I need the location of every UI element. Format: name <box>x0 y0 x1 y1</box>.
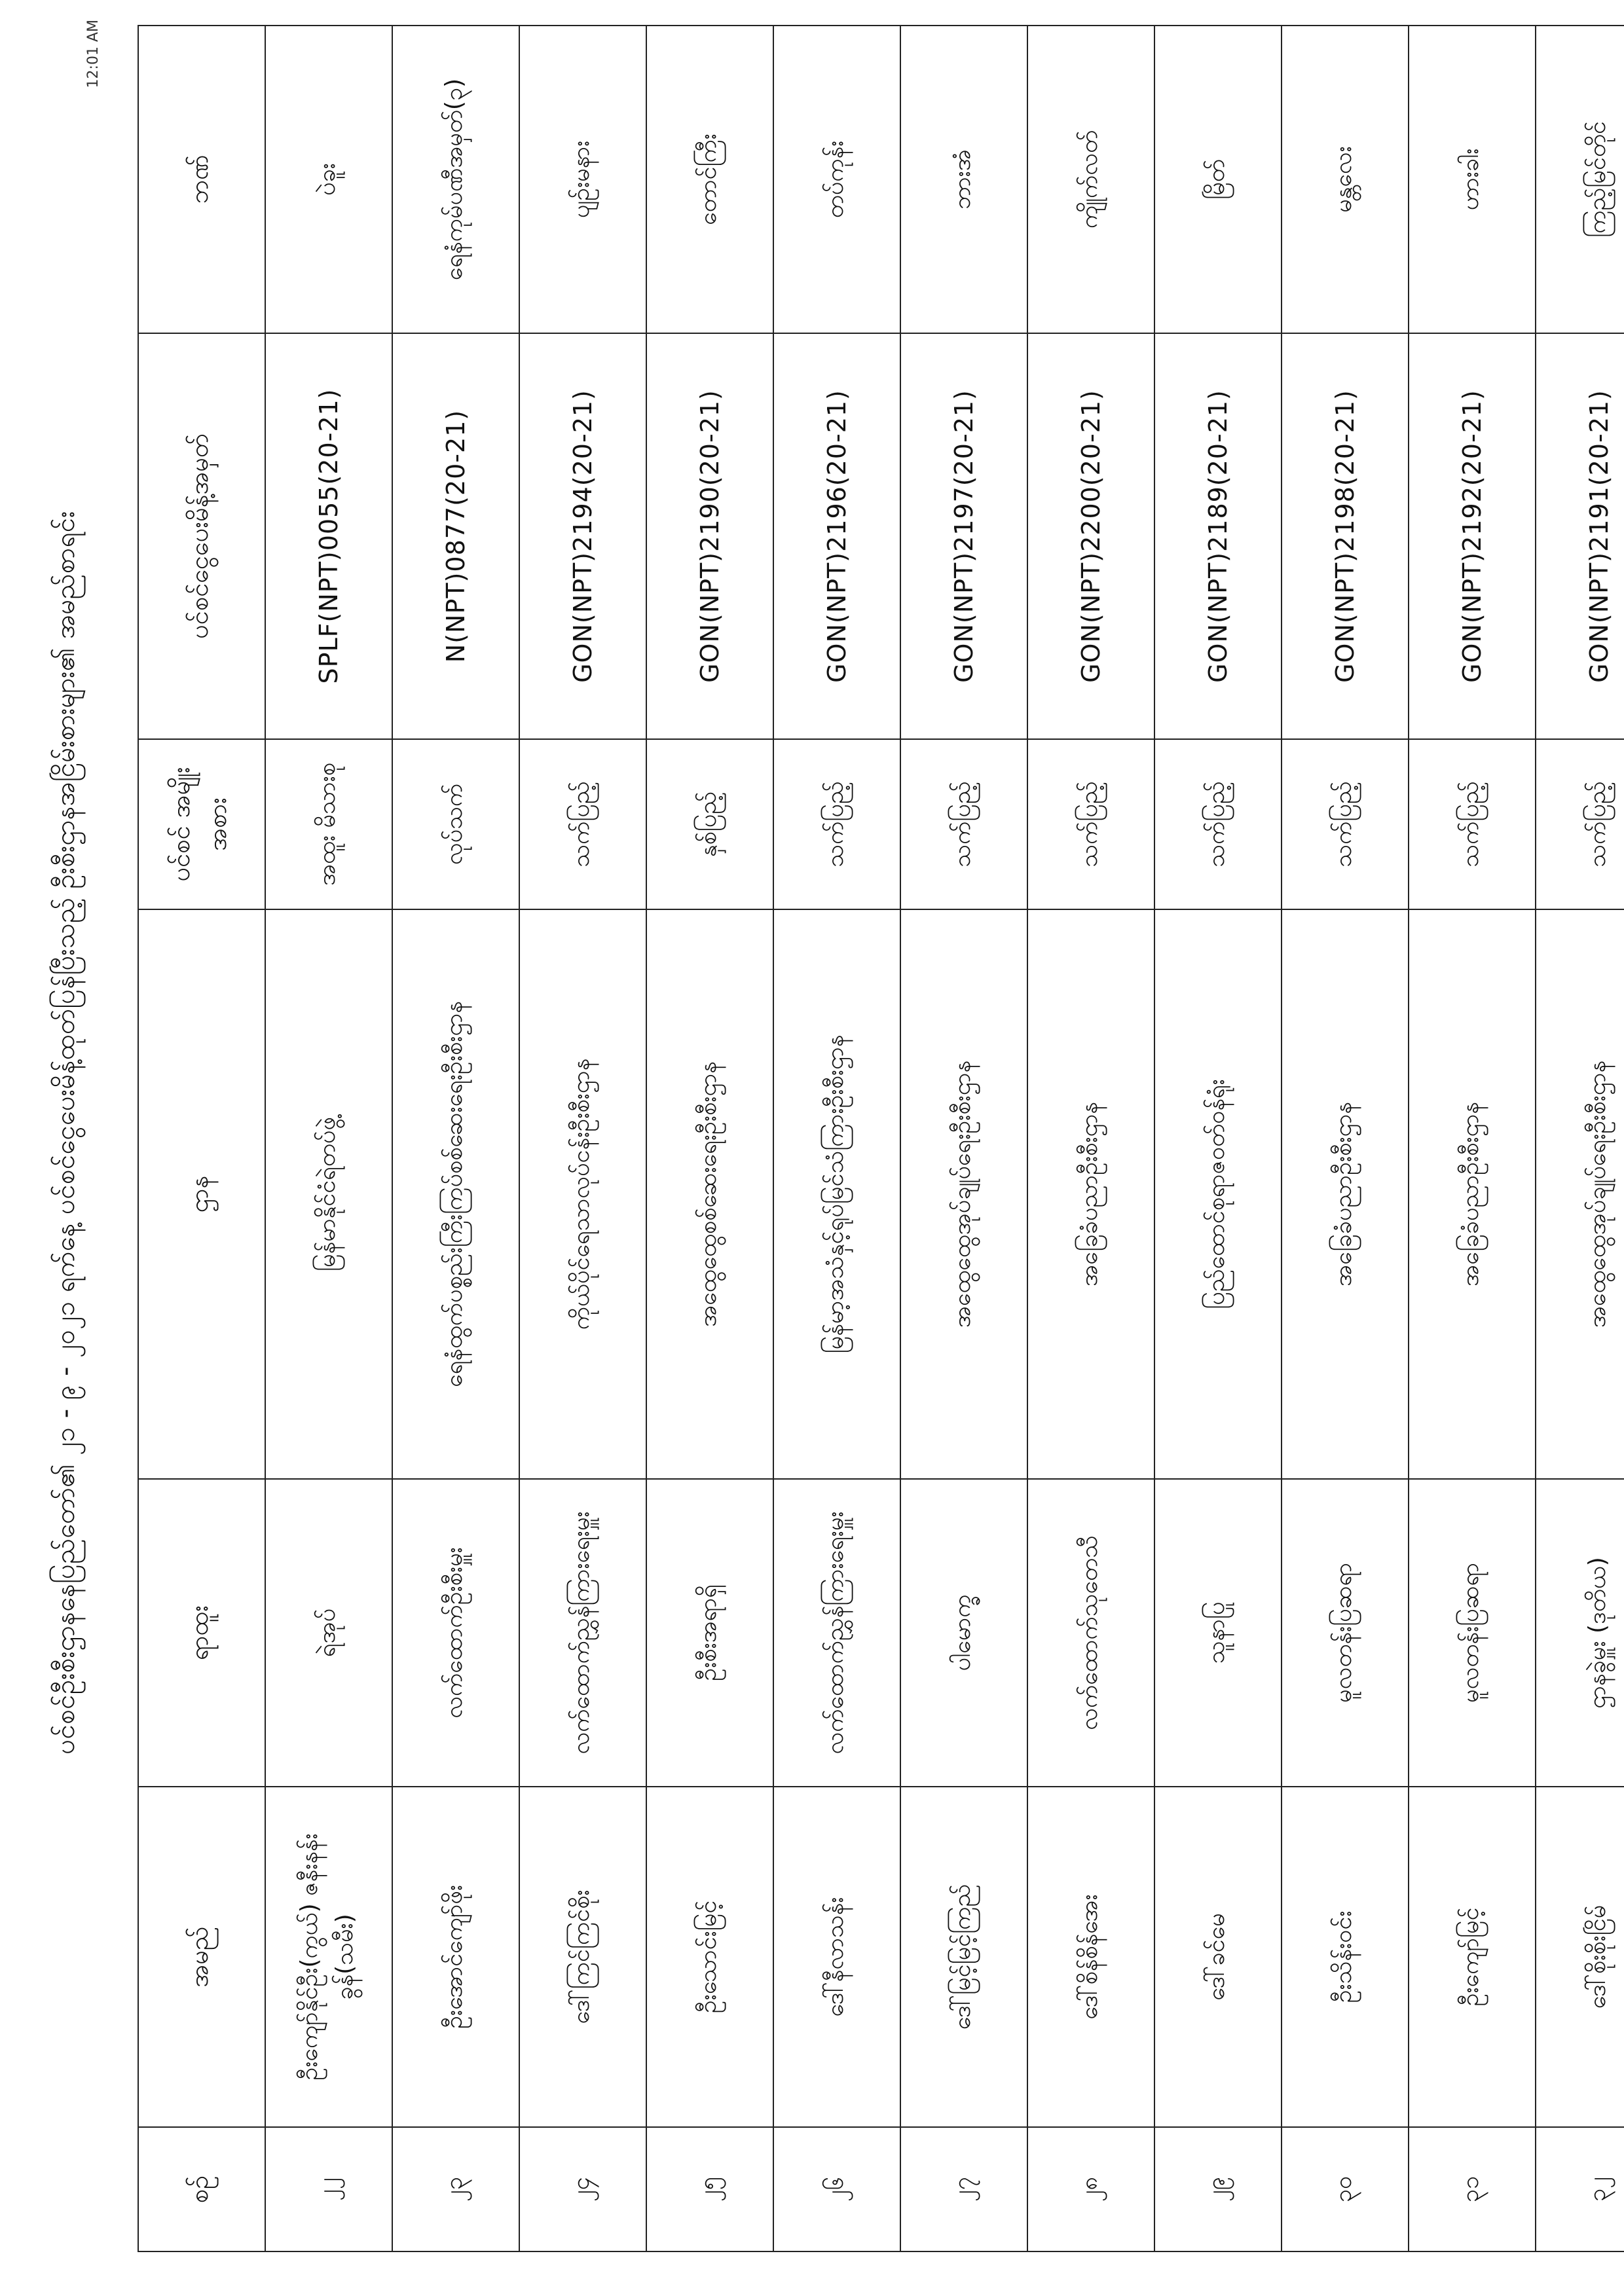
cell-department: မြန်မာနိုင်ငံရဲတပ်ဖွဲ့ <box>265 909 392 1479</box>
cell-rank: ရဲအုပ် <box>265 1479 392 1787</box>
scan-timestamp: 12:01 AM <box>85 20 101 88</box>
cell-department: ကိုယ်ပိုင်ရေသာလုပ်ငန်းဦးစီးဌာန <box>519 909 646 1479</box>
cell-department: အခြေခံပညာဦးစီးဌာန <box>1409 909 1536 1479</box>
cell-pension-type: သက်ပြည့် <box>900 739 1027 909</box>
cell-order-no: GON(NPT)2192(20-21) <box>1409 333 1536 739</box>
cell-order-no: GON(NPT)2200(20-21) <box>1027 333 1154 739</box>
cell-name: ဒေါ်မြင့်မြင့်ကြည် <box>900 1787 1027 2127</box>
document-title: ပင်စင်ဦးစီးဌာနနေပြည်တော်၏ ၂၁ - ၉ - ၂၀၂၁ ရက်နေ့ ပင်စင်ငွေပေးမိန့်ထုတ်ပြန်ပြီးသည့် ဦးစီးဌာနအငြိမ်းစားများ၏ အမည်စာရင်း <box>50 511 81 1755</box>
cell-order-no: N(NPT)0877(20-21) <box>392 333 519 739</box>
cell-no: ၂၉ <box>1154 2127 1282 2251</box>
table-row <box>1154 26 1282 2251</box>
table-body <box>265 26 1624 2251</box>
header-no: စဉ် <box>138 2127 265 2251</box>
cell-bank: မြိတ် <box>1154 26 1282 333</box>
table-row <box>1282 26 1409 2251</box>
cell-pension-type: သက်ပြည့် <box>1282 739 1409 909</box>
header-order-no: ပင်စင်ငွေပေးမိန့်အမှတ် <box>138 333 265 739</box>
cell-name: ဦးသိန်းဝင်း <box>1282 1787 1409 2127</box>
cell-no: ၃၂ <box>1536 2127 1624 2251</box>
table-row <box>773 26 900 2251</box>
cell-order-no: GON(NPT)2190(20-21) <box>646 333 773 739</box>
cell-rank: သူနာပြု <box>1154 1479 1282 1787</box>
cell-no: ၂၇ <box>900 2127 1027 2251</box>
cell-department: အခြေခံပညာဦးစီးဌာန <box>1282 909 1409 1479</box>
cell-name: ဒေါ်စိုးစိုးငြိမ် <box>1536 1787 1624 2127</box>
cell-name: ဒေါ်ကြင်ကြင်စိုး <box>519 1787 646 2127</box>
cell-name: ဦးကျော်နိုင်ဦး(ကွယ်) ဇနီးနန်းခွန်(သမီး) <box>265 1787 392 2127</box>
cell-rank: လက်ထောက်ညွှန်ကြားရေးမှူး <box>519 1479 646 1787</box>
cell-no: ၂၃ <box>392 2127 519 2251</box>
cell-pension-type: အထူး မိသားစု <box>265 739 392 909</box>
table-row <box>392 26 519 2251</box>
header-name: အမည် <box>138 1787 265 2127</box>
table-header-row <box>138 26 265 2251</box>
cell-no: ၂၂ <box>265 2127 392 2251</box>
table-row <box>519 26 646 2251</box>
cell-order-no: GON(NPT)2196(20-21) <box>773 333 900 739</box>
cell-department: အထွေထွေအုပ်ချုပ်ရေးဦးစီးဌာန <box>1536 909 1624 1479</box>
cell-pension-type: လုပ်သက် <box>392 739 519 909</box>
cell-order-no: GON(NPT)2198(20-21) <box>1282 333 1409 739</box>
table-row <box>646 26 773 2251</box>
cell-order-no: GON(NPT)2191(20-21) <box>1536 333 1624 739</box>
table-row <box>265 26 392 2251</box>
cell-name: ဦးသောင်းမြင့် <box>646 1787 773 2127</box>
cell-bank: ဘားအံ <box>900 26 1027 333</box>
cell-pension-type: နှစ်ပြည့် <box>646 739 773 909</box>
header-bank: ဘဏ် <box>138 26 265 333</box>
cell-name: ဒေါ်ခင်မေ <box>1154 1787 1282 2127</box>
cell-order-no: GON(NPT)2197(20-21) <box>900 333 1027 739</box>
cell-rank: မူလတန်းပြဆရာ <box>1409 1479 1536 1787</box>
cell-pension-type: သက်ပြည့် <box>519 739 646 909</box>
cell-pension-type: သက်ပြည့် <box>1154 739 1282 909</box>
cell-department: ရေနံထွက်ပစ္စည်းကြီးကြပ်စစ်ဆေးရေးဦးစီးဌာန <box>392 909 519 1479</box>
rotated-document-sheet <box>39 13 1614 2252</box>
cell-bank: မန္တလေး <box>1282 26 1409 333</box>
cell-bank: ကြည့်မြင်တိုင် <box>1536 26 1624 333</box>
cell-order-no: GON(NPT)2189(20-21) <box>1154 333 1282 739</box>
cell-name: ဒေါ်စိန်စိန်အေး <box>1027 1787 1154 2127</box>
cell-order-no: SPLF(NPT)0055(20-21) <box>265 333 392 739</box>
cell-rank: လက်ထောက်ညွှန်ကြားရေးမှူး <box>773 1479 900 1787</box>
cell-pension-type: သက်ပြည့် <box>1536 739 1624 909</box>
cell-pension-type: သက်ပြည့် <box>773 739 900 909</box>
cell-no: ၂၄ <box>519 2127 646 2251</box>
cell-no: ၂၆ <box>773 2127 900 2251</box>
cell-department: အခြေခံပညာဦးစီးဌာန <box>1027 909 1154 1479</box>
cell-bank: ပဲခူး <box>265 26 392 333</box>
table-row <box>1027 26 1154 2251</box>
cell-rank: လက်ထောက်သုတေသီ <box>1027 1479 1154 1787</box>
cell-rank: ဌာနခွဲမှူး (ဒုတိယ) <box>1536 1479 1624 1787</box>
cell-no: ၂၅ <box>646 2127 773 2251</box>
cell-no: ၂၈ <box>1027 2127 1154 2251</box>
table-row <box>1536 26 1624 2251</box>
cell-rank: ပါမောက္ခ <box>900 1479 1027 1787</box>
cell-department: မြန်မာ့အသံနှင့်ရုပ်မြင်သံကြားဦးစီးဌာန <box>773 909 900 1479</box>
header-department: ဌာန <box>138 909 265 1479</box>
cell-no: ၃၀ <box>1282 2127 1409 2251</box>
cell-pension-type: သက်ပြည့် <box>1027 739 1154 909</box>
cell-order-no: GON(NPT)2194(20-21) <box>519 333 646 739</box>
table-row <box>1409 26 1536 2251</box>
cell-name: ဦးအောင်ကျော်ဖိုး <box>392 1787 519 2127</box>
cell-department: ပြည်ထောင်စုရာဇဝတ်ဝန်ရုံး <box>1154 909 1282 1479</box>
cell-department: အထွေထွေစစ်ဆေးရေးဦးစီးဌာန <box>646 909 773 1479</box>
cell-name: ဒေါ်နီလာသန်း <box>773 1787 900 2127</box>
cell-department: အထွေထွေအုပ်ချုပ်ရေးဦးစီးဌာန <box>900 909 1027 1479</box>
cell-rank: ဦးစီးအရာရှိ <box>646 1479 773 1787</box>
cell-bank: ပျဉ်းမနား <box>519 26 646 333</box>
cell-name: ဦးကျော်မြင့် <box>1409 1787 1536 2127</box>
cell-bank: ကျိုက်လတ် <box>1027 26 1154 333</box>
table-row <box>900 26 1027 2251</box>
cell-bank: ရေနံကုမ်ပဏီအမှတ်(၃) <box>392 26 519 333</box>
cell-rank: မူလတန်းပြဆရာ <box>1282 1479 1409 1787</box>
cell-no: ၃၁ <box>1409 2127 1536 2251</box>
cell-bank: ဟားခါး <box>1409 26 1536 333</box>
cell-pension-type: သက်ပြည့် <box>1409 739 1536 909</box>
cell-rank: လက်ထောက်ဦးစီးမှူး <box>392 1479 519 1787</box>
cell-bank: တပ်ကုန်း <box>773 26 900 333</box>
header-rank: ရာထူး <box>138 1479 265 1787</box>
pensioner-table <box>138 25 1624 2252</box>
cell-bank: တောင်ကြီး <box>646 26 773 333</box>
header-pension-type: ပင်စင် အမျိုးအစား <box>138 739 265 909</box>
